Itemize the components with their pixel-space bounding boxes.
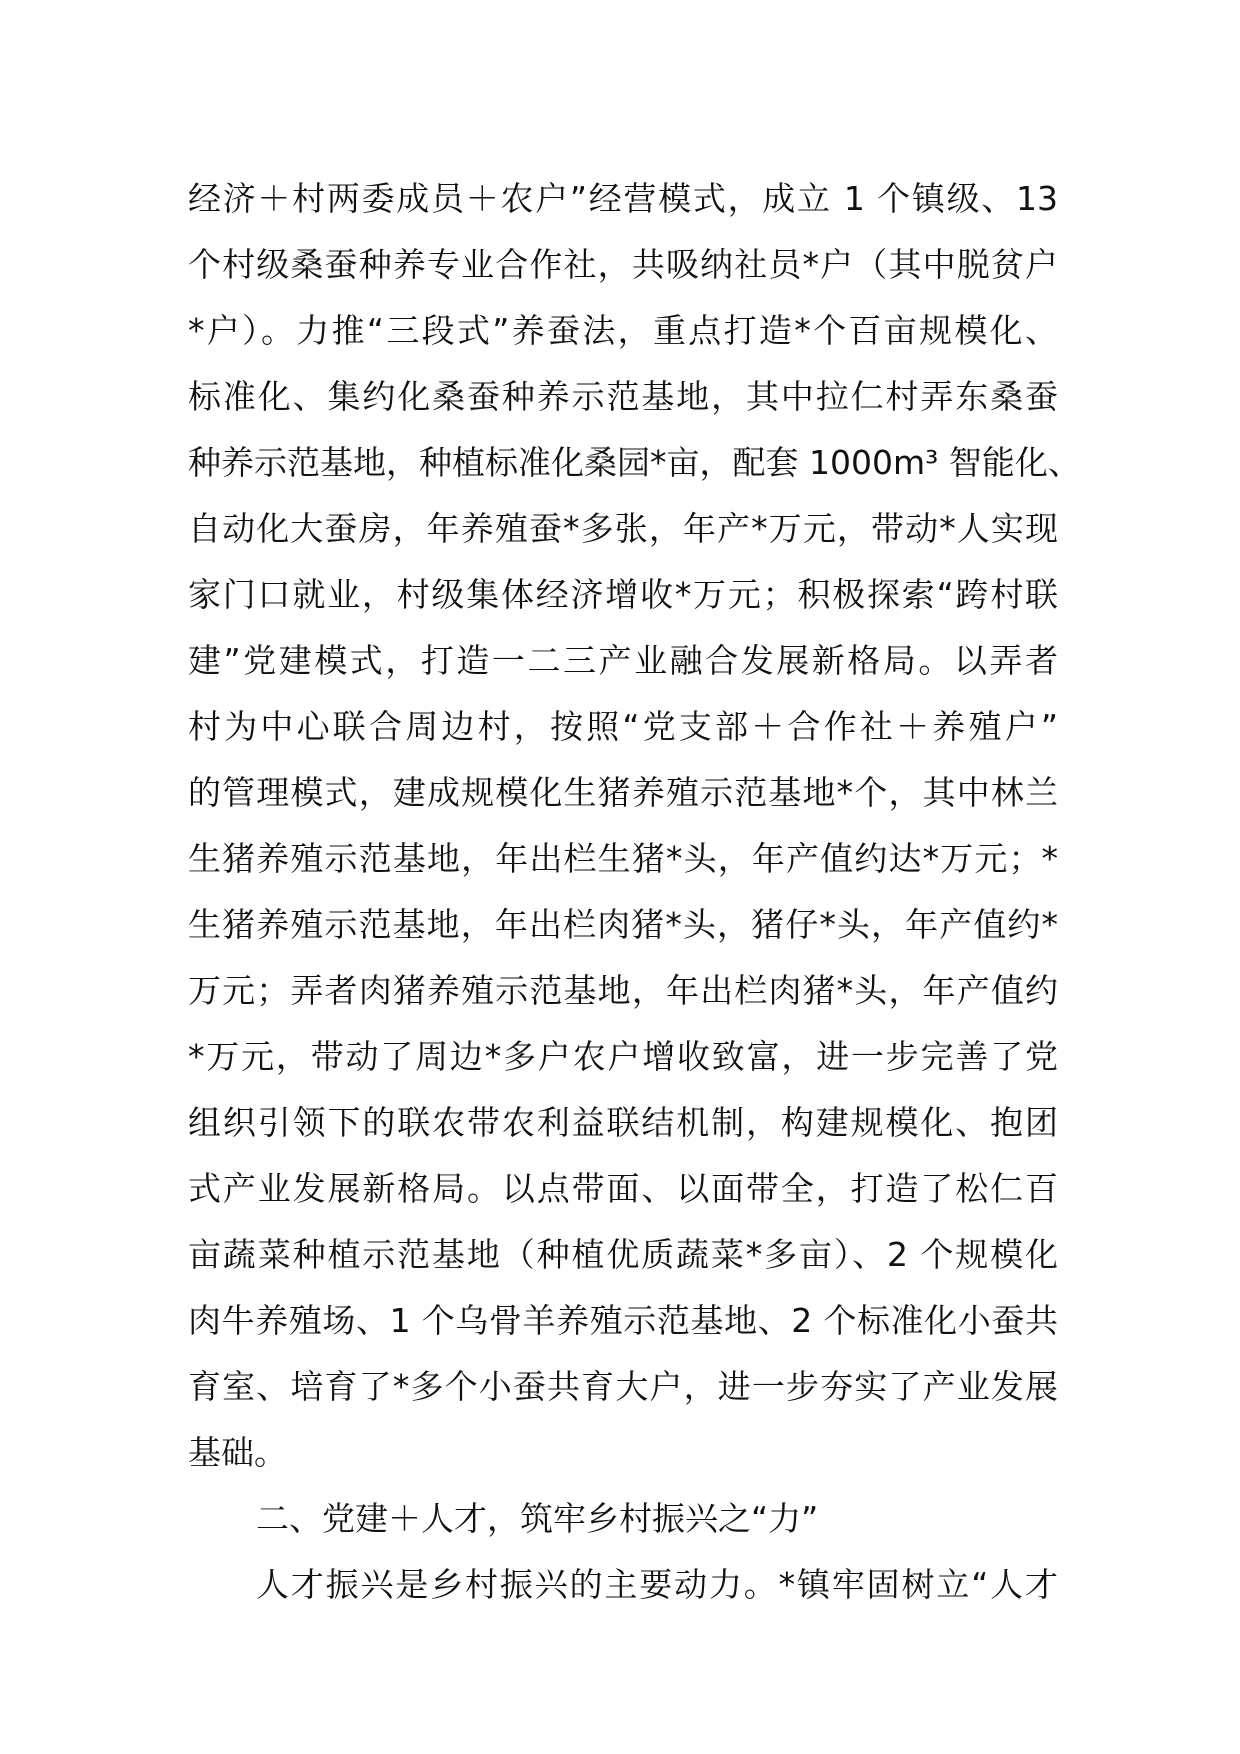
text-line: 种养示范基地，种植标准化桑园*亩，配套 1000m³ 智能化、 [188,443,1081,482]
text-line: 经济＋村两委成员＋农户”经营模式，成立 1 个镇级、13 [188,179,1058,218]
text-line: *户）。力推“三段式”养蚕法，重点打造*个百亩规模化、 [188,311,1058,350]
text-line: 生猪养殖示范基地，年出栏生猪*头，年产值约达*万元；* [188,839,1058,878]
text-line: 建”党建模式，打造一二三产业融合发展新格局。以弄者 [188,641,1058,680]
section-heading: 二、党建＋人才，筑牢乡村振兴之“力” [256,1499,819,1538]
text-line: *万元，带动了周边*多户农户增收致富，进一步完善了党 [188,1037,1058,1076]
text-line: 万元；弄者肉猪养殖示范基地，年出栏肉猪*头，年产值约 [188,971,1058,1010]
text-line: 式产业发展新格局。以点带面、以面带全，打造了松仁百 [188,1169,1058,1208]
text-line: 人才振兴是乡村振兴的主要动力。*镇牢固树立“人才 [256,1565,1058,1604]
text-line: 生猪养殖示范基地，年出栏肉猪*头，猪仔*头，年产值约* [188,905,1058,944]
text-line: 组织引领下的联农带农利益联结机制，构建规模化、抱团 [188,1103,1058,1142]
text-line: 村为中心联合周边村，按照“党支部＋合作社＋养殖户” [188,707,1058,746]
text-line: 自动化大蚕房，年养殖蚕*多张，年产*万元，带动*人实现 [188,509,1059,548]
body-paragraph [188,166,1081,1486]
document-body [188,166,1081,1618]
text-line: 家门口就业，村级集体经济增收*万元；积极探索“跨村联 [188,575,1058,614]
text-line: 标准化、集约化桑蚕种养示范基地，其中拉仁村弄东桑蚕 [188,377,1058,416]
text-line: 个村级桑蚕种养专业合作社，共吸纳社员*户（其中脱贫户 [188,245,1058,284]
text-line: 基础。 [188,1433,287,1472]
text-line: 肉牛养殖场、1 个乌骨羊养殖示范基地、2 个标准化小蚕共 [188,1301,1058,1340]
text-line: 育室、培育了*多个小蚕共育大户，进一步夯实了产业发展 [188,1367,1058,1406]
text-line: 的管理模式，建成规模化生猪养殖示范基地*个，其中林兰 [188,773,1058,812]
text-line: 亩蔬菜种植示范基地（种植优质蔬菜*多亩）、2 个规模化 [188,1235,1058,1274]
